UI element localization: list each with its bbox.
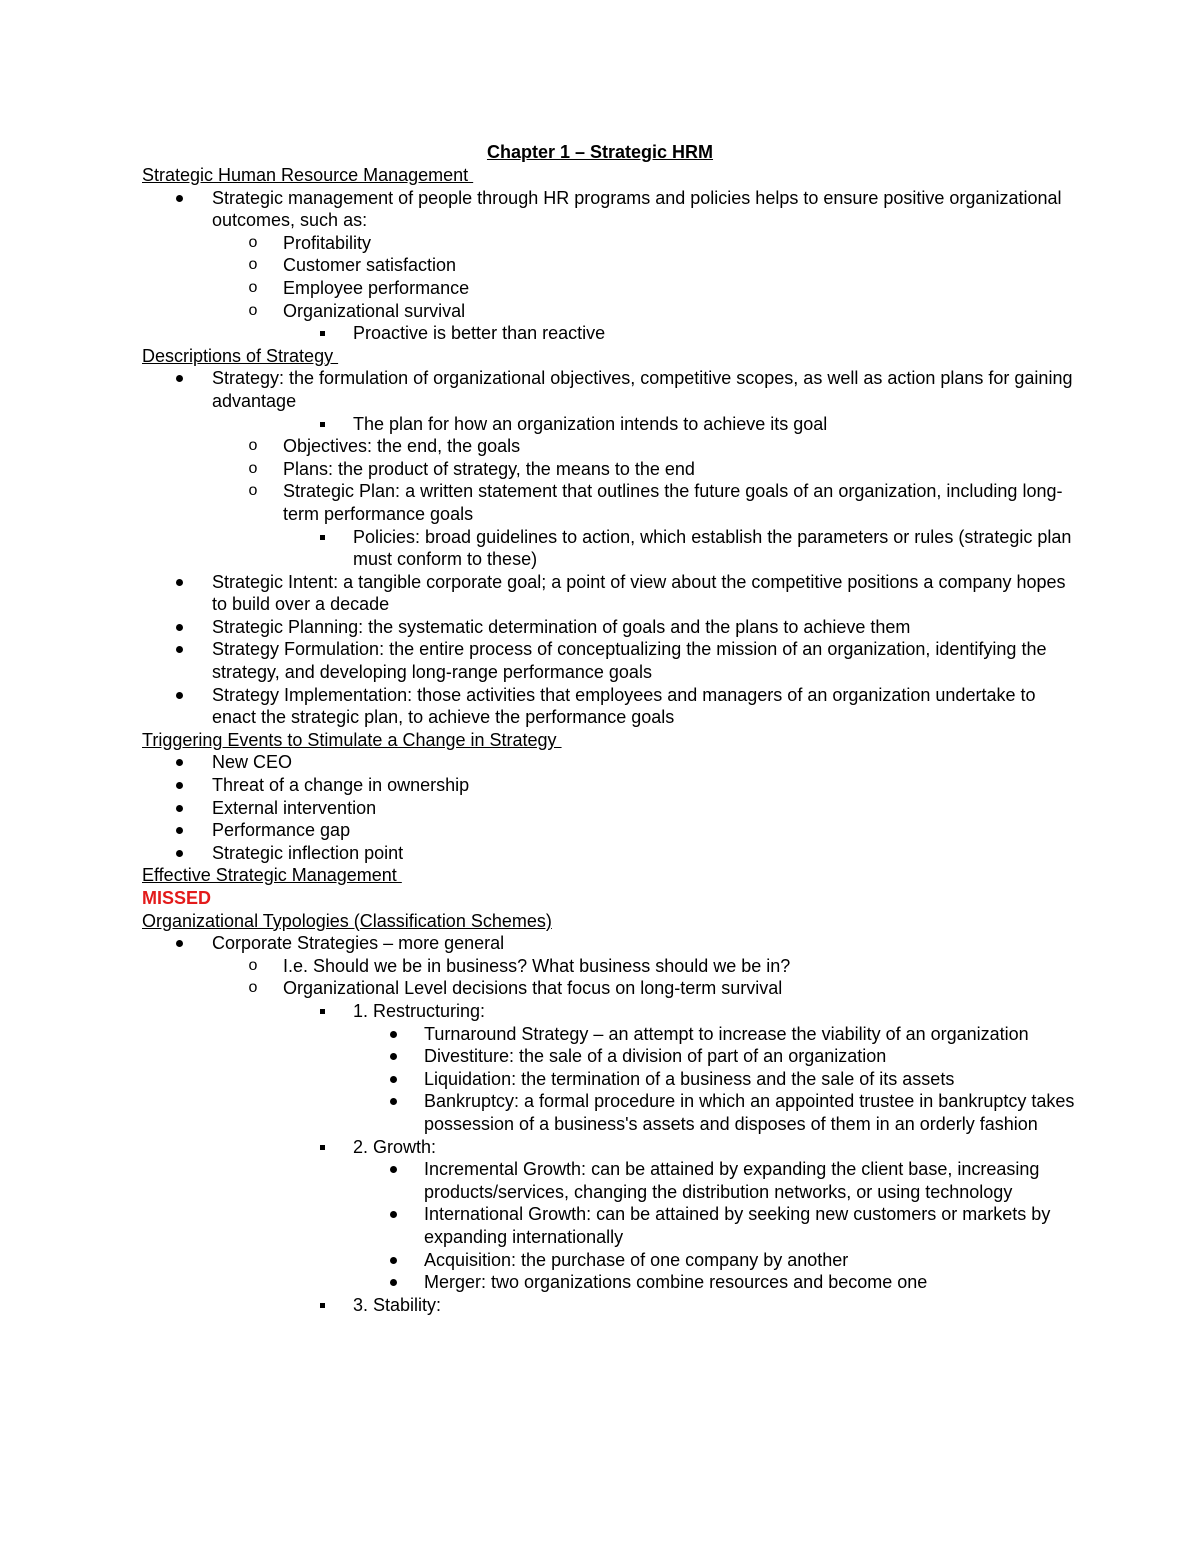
list-item bbox=[142, 254, 1082, 277]
list-item-text: Bankruptcy: a formal procedure in which an appointed trustee in bankruptcy takes possession of a business's assets and disposes of them in an orderly fashion bbox=[424, 1091, 1075, 1134]
round-bullet-icon bbox=[169, 571, 189, 594]
list-item-text: Strategic inflection point bbox=[212, 842, 404, 863]
list-item bbox=[142, 413, 1082, 436]
list-item bbox=[142, 1294, 1082, 1317]
list-item bbox=[142, 616, 1082, 639]
round-bullet-icon bbox=[169, 187, 189, 210]
list-item bbox=[142, 977, 1082, 1000]
round-bullet-icon bbox=[383, 1068, 403, 1091]
list-item bbox=[142, 684, 1082, 729]
list-item-text: International Growth: can be attained by seeking new customers or markets by expanding internationally bbox=[424, 1204, 1051, 1247]
list-item bbox=[142, 300, 1082, 323]
list-item-text: Strategic Planning: the systematic determination of goals and the plans to achieve them bbox=[212, 616, 911, 637]
square-bullet-icon bbox=[312, 1000, 332, 1023]
list-item bbox=[142, 797, 1082, 820]
round-bullet-icon bbox=[169, 684, 189, 707]
round-bullet-icon bbox=[169, 819, 189, 842]
list-item-text: 3. Stability: bbox=[353, 1294, 442, 1315]
round-bullet-icon bbox=[383, 1203, 403, 1226]
list-item bbox=[142, 774, 1082, 797]
square-bullet-icon bbox=[312, 413, 332, 436]
list-item-text: Liquidation: the termination of a business and the sale of its assets bbox=[424, 1068, 955, 1089]
hollow-circle-bullet-icon: o bbox=[248, 437, 258, 455]
list-item bbox=[142, 480, 1082, 525]
list-item bbox=[142, 277, 1082, 300]
section-heading: Triggering Events to Stimulate a Change in Strategy bbox=[142, 729, 562, 750]
list-item bbox=[142, 1068, 1082, 1091]
list-item bbox=[142, 1045, 1082, 1068]
list-item bbox=[142, 1249, 1082, 1272]
square-bullet-icon bbox=[312, 322, 332, 345]
list-item bbox=[142, 367, 1082, 412]
list-item-text: Organizational survival bbox=[283, 300, 466, 321]
hollow-circle-bullet-icon: o bbox=[248, 233, 258, 251]
list-item bbox=[142, 187, 1082, 232]
list-item-text: Policies: broad guidelines to action, which establish the parameters or rules (strategic plan must conform to these) bbox=[353, 526, 1072, 570]
round-bullet-icon bbox=[169, 751, 189, 774]
round-bullet-icon bbox=[383, 1271, 403, 1294]
section-heading: Organizational Typologies (Classification Schemes) bbox=[142, 910, 552, 931]
list-item-text: 1. Restructuring: bbox=[353, 1000, 486, 1021]
round-bullet-icon bbox=[169, 638, 189, 661]
list-item-text: Strategic Intent: a tangible corporate goal; a point of view about the competitive positions a company hopes to build over a decade bbox=[212, 571, 1066, 615]
list-item bbox=[142, 1023, 1082, 1046]
round-bullet-icon bbox=[383, 1158, 403, 1181]
round-bullet-icon bbox=[383, 1045, 403, 1068]
list-item-text: Proactive is better than reactive bbox=[353, 323, 606, 344]
list-item bbox=[142, 526, 1082, 571]
list-item-text: Acquisition: the purchase of one company by another bbox=[424, 1249, 849, 1270]
hollow-circle-bullet-icon: o bbox=[248, 979, 258, 997]
list-item-text: Performance gap bbox=[212, 820, 351, 841]
round-bullet-icon bbox=[169, 774, 189, 797]
list-item-text: Plans: the product of strategy, the means to the end bbox=[283, 458, 695, 479]
list-item bbox=[142, 1271, 1082, 1294]
list-item bbox=[142, 1158, 1082, 1203]
list-item-text: New CEO bbox=[212, 752, 293, 773]
list-item-text: Profitability bbox=[283, 232, 372, 253]
list-item-text: Strategy: the formulation of organizational objectives, competitive scopes, as well as action plans for gaining advantage bbox=[212, 368, 1073, 411]
page-title: Chapter 1 – Strategic HRM bbox=[486, 142, 714, 162]
list-item bbox=[142, 638, 1082, 683]
missed-note: MISSED bbox=[142, 888, 212, 908]
list-item bbox=[142, 932, 1082, 955]
hollow-circle-bullet-icon: o bbox=[248, 459, 258, 477]
square-bullet-icon bbox=[312, 526, 332, 549]
square-bullet-icon bbox=[312, 1294, 332, 1317]
list-item-text: Strategic Plan: a written statement that outlines the future goals of an organization, including long-term performance goals bbox=[283, 481, 1063, 524]
list-item-text: Divestiture: the sale of a division of part of an organization bbox=[424, 1046, 887, 1067]
list-item bbox=[142, 458, 1082, 481]
hollow-circle-bullet-icon: o bbox=[248, 278, 258, 296]
round-bullet-icon bbox=[383, 1090, 403, 1113]
list-item bbox=[142, 435, 1082, 458]
list-item-text: Turnaround Strategy – an attempt to increase the viability of an organization bbox=[424, 1023, 1029, 1044]
round-bullet-icon bbox=[169, 932, 189, 955]
list-item-text: Strategy Implementation: those activities that employees and managers of an organization undertake to enact the strategic plan, to achieve the performance goals bbox=[212, 684, 1036, 728]
list-item-text: Organizational Level decisions that focus on long-term survival bbox=[283, 978, 783, 999]
hollow-circle-bullet-icon: o bbox=[248, 256, 258, 274]
list-item-text: Strategy Formulation: the entire process of conceptualizing the mission of an organization, identifying the strategy, and developing long-range performance goals bbox=[212, 639, 1047, 683]
list-item-text: Customer satisfaction bbox=[283, 255, 457, 276]
list-item bbox=[142, 955, 1082, 978]
list-item bbox=[142, 232, 1082, 255]
list-item bbox=[142, 751, 1082, 774]
hollow-circle-bullet-icon: o bbox=[248, 301, 258, 319]
hollow-circle-bullet-icon: o bbox=[248, 482, 258, 500]
round-bullet-icon bbox=[169, 842, 189, 865]
list-item bbox=[142, 1203, 1082, 1248]
list-item-text: Employee performance bbox=[283, 277, 470, 298]
round-bullet-icon bbox=[169, 616, 189, 639]
round-bullet-icon bbox=[169, 367, 189, 390]
round-bullet-icon bbox=[383, 1023, 403, 1046]
list-item bbox=[142, 1000, 1082, 1023]
round-bullet-icon bbox=[169, 797, 189, 820]
list-item bbox=[142, 842, 1082, 865]
hollow-circle-bullet-icon: o bbox=[248, 956, 258, 974]
square-bullet-icon bbox=[312, 1136, 332, 1159]
list-item bbox=[142, 819, 1082, 842]
list-item bbox=[142, 571, 1082, 616]
list-item bbox=[142, 1136, 1082, 1159]
document-body bbox=[142, 164, 1082, 1316]
list-item-text: Objectives: the end, the goals bbox=[283, 436, 521, 457]
section-heading: Effective Strategic Management bbox=[142, 865, 402, 886]
section-heading: Descriptions of Strategy bbox=[142, 345, 339, 366]
round-bullet-icon bbox=[383, 1249, 403, 1272]
list-item-text: I.e. Should we be in business? What business should we be in? bbox=[283, 955, 791, 976]
section-heading: Strategic Human Resource Management bbox=[142, 165, 474, 185]
list-item-text: Merger: two organizations combine resources and become one bbox=[424, 1272, 928, 1293]
list-item-text: Strategic management of people through HR programs and policies helps to ensure positive organizational outcomes, such as: bbox=[212, 187, 1062, 231]
list-item-text: Corporate Strategies – more general bbox=[212, 933, 505, 954]
list-item-text: Incremental Growth: can be attained by expanding the client base, increasing products/services, changing the distribution networks, or using technology bbox=[424, 1159, 1040, 1202]
list-item bbox=[142, 322, 1082, 345]
list-item bbox=[142, 1090, 1082, 1135]
list-item-text: 2. Growth: bbox=[353, 1136, 437, 1157]
list-item-text: Threat of a change in ownership bbox=[212, 775, 470, 796]
list-item-text: External intervention bbox=[212, 797, 377, 818]
list-item-text: The plan for how an organization intends to achieve its goal bbox=[353, 413, 828, 434]
